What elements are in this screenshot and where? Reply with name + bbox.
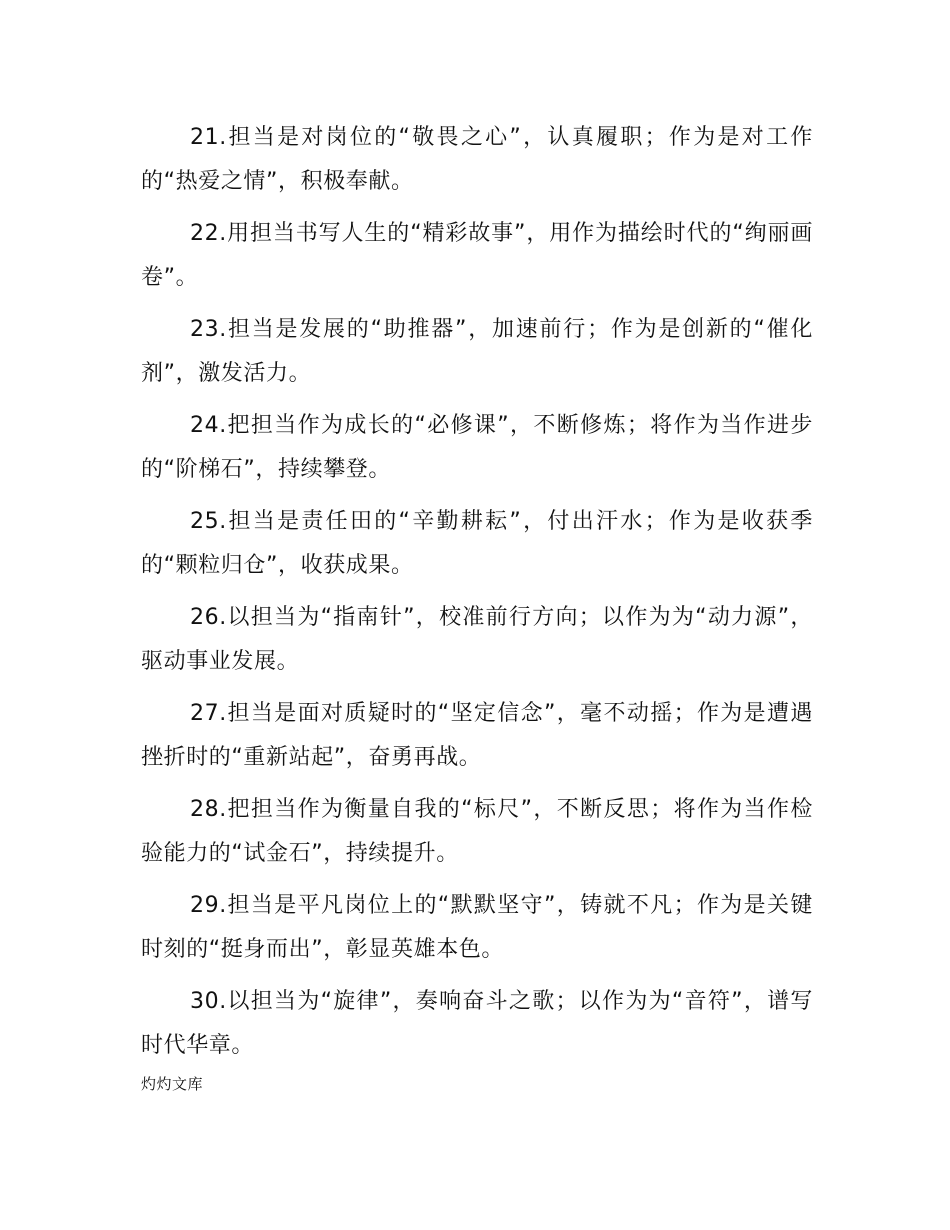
footer-source: 灼灼文库 bbox=[141, 1075, 204, 1093]
paragraph-25: 25.担当是责任田的“辛勤耕耘”，付出汗水；作为是收获季的“颗粒归仓”，收获成果。 bbox=[141, 509, 813, 578]
paragraph-23: 23.担当是发展的“助推器”，加速前行；作为是创新的“催化剂”，激发活力。 bbox=[141, 317, 813, 386]
paragraph-24: 24.把担当作为成长的“必修课”，不断修炼；将作为当作进步的“阶梯石”，持续攀登。 bbox=[141, 413, 813, 482]
paragraph-26: 26.以担当为“指南针”，校准前行方向；以作为为“动力源”，驱动事业发展。 bbox=[141, 605, 813, 674]
paragraph-22: 22.用担当书写人生的“精彩故事”，用作为描绘时代的“绚丽画卷”。 bbox=[141, 221, 813, 290]
paragraph-29: 29.担当是平凡岗位上的“默默坚守”，铸就不凡；作为是关键时刻的“挺身而出”，彰显英雄本色。 bbox=[141, 893, 813, 962]
document-body bbox=[141, 116, 813, 1076]
paragraph-30: 30.以担当为“旋律”，奏响奋斗之歌；以作为为“音符”，谱写时代华章。 bbox=[141, 989, 813, 1058]
paragraph-27: 27.担当是面对质疑时的“坚定信念”，毫不动摇；作为是遭遇挫折时的“重新站起”，奋勇再战。 bbox=[141, 701, 813, 770]
paragraph-28: 28.把担当作为衡量自我的“标尺”，不断反思；将作为当作检验能力的“试金石”，持续提升。 bbox=[141, 797, 813, 866]
paragraph-21: 21.担当是对岗位的“敬畏之心”，认真履职；作为是对工作的“热爱之情”，积极奉献。 bbox=[141, 125, 813, 194]
